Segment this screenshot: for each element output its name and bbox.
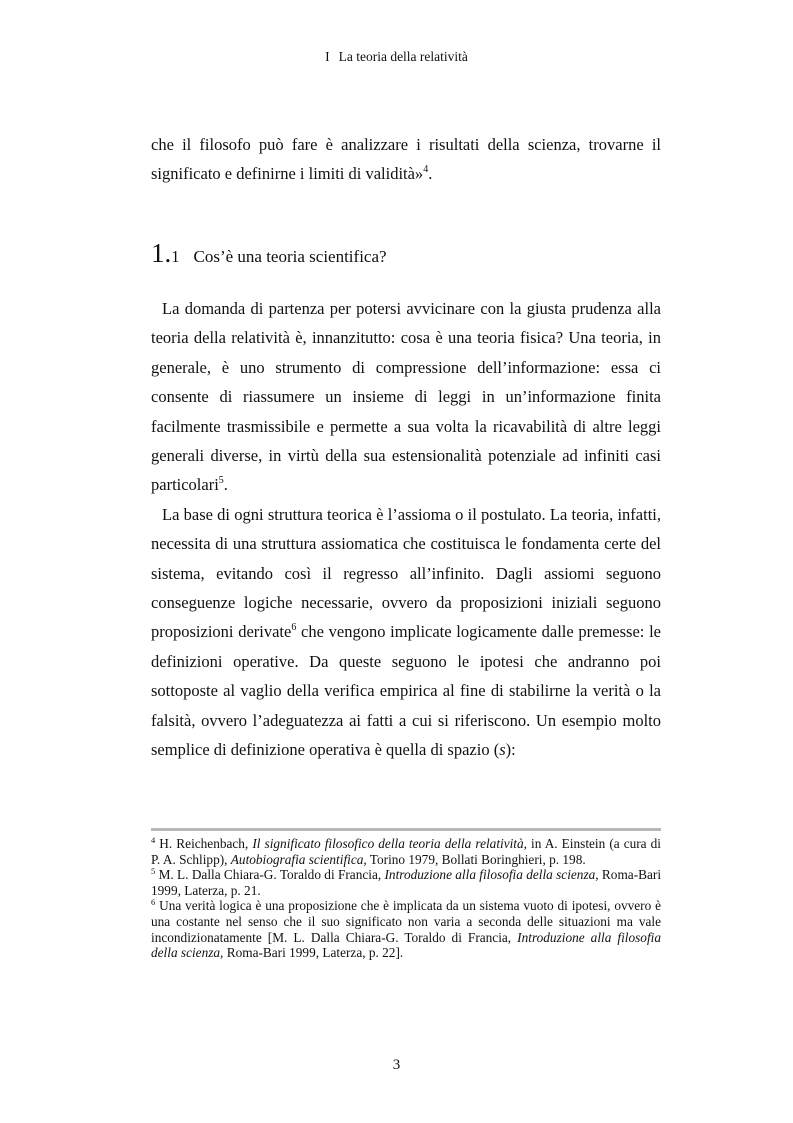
paragraph-text-continued: che vengono implicate logicamente dalle premesse: le definizioni operative. Da queste seguono le ipotesi che andranno poi sottoposte al vaglio della verifica empirica al fine di stabilirne la verità o la falsità, ovvero l’adeguatezza ai fatti a cui si riferiscono. Un esempio molto semplice di definizione operativa è quella di spazio ( [151, 622, 661, 760]
paragraph-text: La domanda di partenza per potersi avvicinare con la giusta prudenza alla teoria della relatività è, innanzitutto: cosa è una teoria fisica? Una teoria, in generale, è uno strumento di compressione dell’informazione: essa ci consente di riassumere un insieme di leggi in un’informazione finita facilmente trasmissibile e permette a sua volta la ricavabilità di altre leggi generali diverse, in virtù della sua estensionalità potenziale ad infiniti casi particolari [151, 299, 661, 495]
section-heading [151, 236, 387, 274]
intro-text: che il filosofo può fare è analizzare i risultati della scienza, trovarne il significato e definirne i limiti di validità» [151, 135, 661, 184]
footnote-text: in A. Einstein (a cura di P. A. Schlipp), [151, 836, 661, 867]
paragraph-end: . [223, 475, 228, 495]
footnote-text: Una verità logica è una proposizione che è implicata da un sistema vuoto di ipotesi, ovvero è una costante nel senso che il suo significato non varia a seconda delle situazioni ma vale incondizionatamente [M. L. Dalla Chiara-G. Toraldo di Francia, [151, 898, 661, 945]
footnote-text: Torino 1979, Bollati Boringhieri, p. 198. [366, 851, 586, 867]
footnote-ref-4[interactable]: 4 [423, 164, 429, 176]
footnote-5 [151, 867, 661, 898]
paragraph-text: La base di ogni struttura teorica è l’assioma o il postulato. La teoria, infatti, necessita di una struttura assiomatica che costituisca le fondamenta certe del sistema, evitando così il regresso all’infinito. Dagli assiomi seguono conseguenze logiche necessarie, ovvero da proposizioni iniziali seguono proposizioni derivate [151, 504, 661, 642]
paragraph-axioms [151, 500, 661, 765]
paragraph-theory-definition [151, 294, 661, 500]
intro-end: . [428, 164, 433, 184]
footnote-ref-6[interactable]: 6 [291, 622, 297, 634]
space-symbol: s [499, 740, 506, 760]
footnote-ref-5[interactable]: 5 [218, 475, 224, 487]
footnote-4 [151, 836, 661, 867]
footnote-work-title: Introduzione alla filosofia della scienza, [151, 929, 661, 961]
footnote-6 [151, 898, 661, 960]
footnotes [151, 836, 661, 961]
section-number-sub: 1 [171, 247, 180, 266]
chapter-title: La teoria della relatività [338, 49, 468, 64]
footnote-work-title: Introduzione alla filosofia della scienza [384, 867, 596, 883]
section-title: Cos’è una teoria scientifica? [193, 247, 387, 266]
running-header [0, 48, 793, 66]
footnote-text: , Roma-Bari 1999, Laterza, p. 21. [151, 867, 662, 898]
page-number: 3 [392, 1057, 401, 1073]
chapter-number: I [325, 49, 330, 64]
footnote-work-title: Il significato filosofico della teoria della relatività, [252, 836, 527, 851]
footnote-work-title: Autobiografia scientifica, [230, 851, 367, 867]
intro-paragraph [151, 130, 661, 189]
footnote-author: H. Reichenbach, [155, 836, 253, 851]
footnote-separator [151, 828, 661, 831]
footnote-author: M. L. Dalla Chiara-G. Toraldo di Francia, [155, 867, 385, 883]
paragraph-end: ): [505, 740, 516, 760]
footnote-number: 6 [151, 897, 156, 908]
body-text [151, 294, 661, 765]
footnote-number: 5 [151, 866, 156, 877]
section-number-main: 1. [151, 238, 172, 268]
footnote-number: 4 [151, 835, 156, 845]
footnote-text: Roma-Bari 1999, Laterza, p. 22]. [223, 945, 404, 961]
